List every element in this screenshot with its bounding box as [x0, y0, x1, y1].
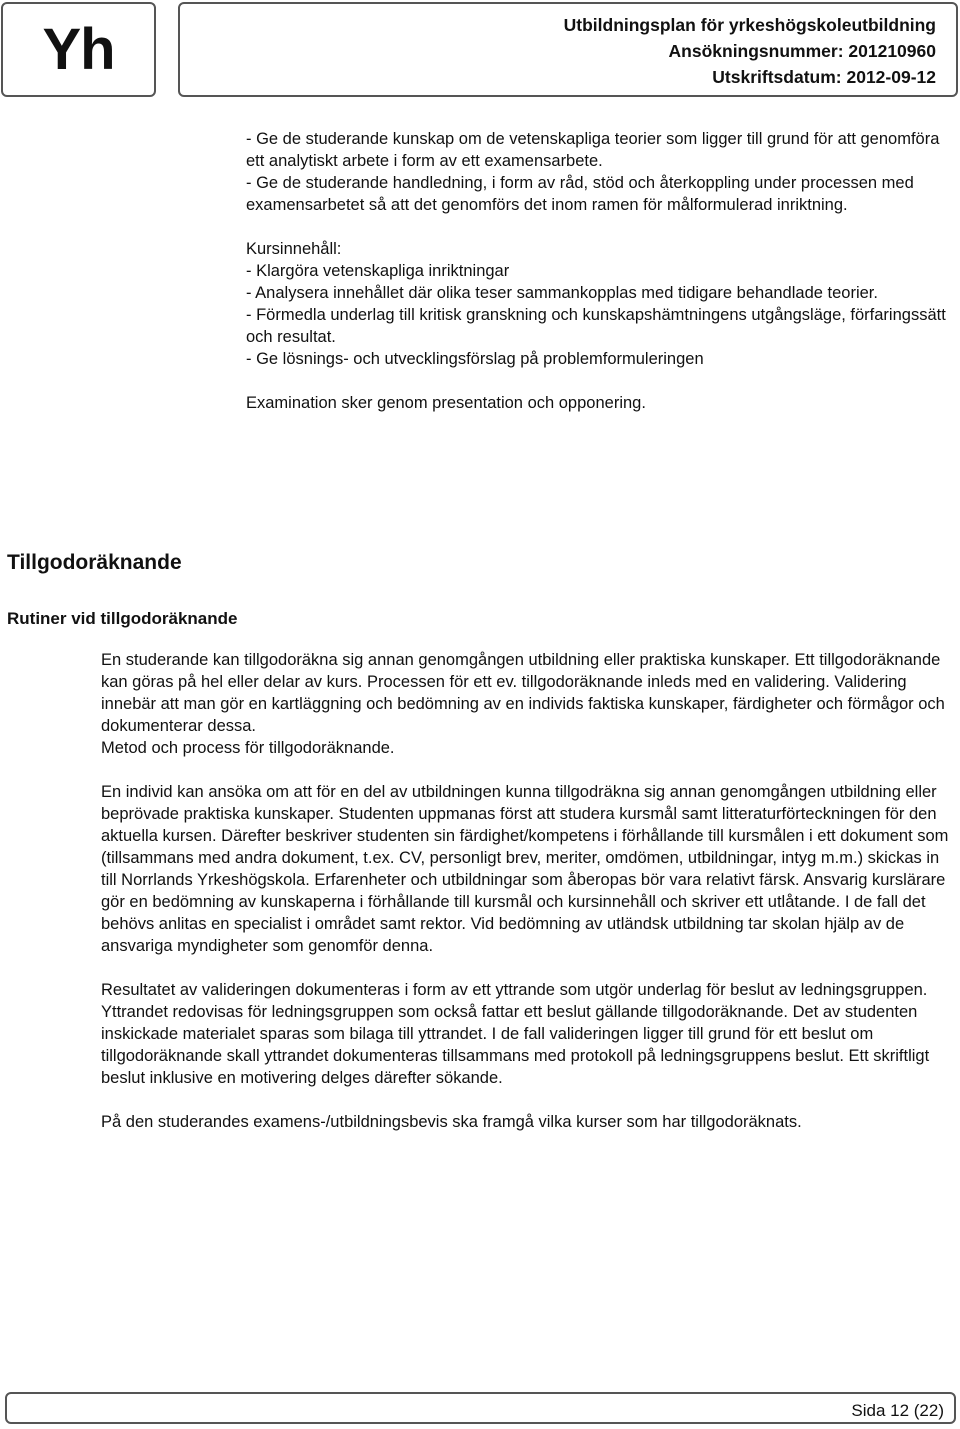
section-paragraph: Resultatet av valideringen dokumenteras i form av ett yttrande som utgör underlag för beslut av ledningsgruppen. Yttrandet redovisas för ledningsgruppen som också fattar ett beslut gällande tillgodoräknande. Det av studenten inskickade materialet sparas som bilaga till yttrandet. I de fall valideringen ligger till grund för ett beslut om tillgodoräknande skall yttrandet dokumenteras tillsammans med protokoll på ledningsgruppens beslut. Ett skriftligt beslut inklusive en motivering delges därefter sökande.: [101, 981, 930, 1087]
section-subtitle: Rutiner vid tillgodoräknande: [7, 609, 238, 628]
section-paragraph: En studerande kan tillgodoräkna sig annan genomgången utbildning eller praktiska kunskaper. Ett tillgodoräknande kan göras på hel eller delar av kurs. Processen för ett ev. tillgodoräknande inleds med en validering. Validering innebär att man gör en kartläggning och bedömning av en individs faktiska kunskaper, färdigheter och förmågor och dokumenterar dessa. Metod och process för tillgodoräknande.: [101, 651, 945, 757]
course-content-label: Kursinnehåll:: [246, 240, 342, 258]
section-paragraph: På den studerandes examens-/utbildningsbevis ska framgå vilka kurser som har tillgodoräknats.: [101, 1113, 802, 1131]
course-content-item: - Analysera innehållet där olika teser sammankopplas med tidigare behandlade teorier.: [246, 284, 878, 302]
logo-text: Yh: [42, 17, 115, 82]
yh-logo: [1, 2, 156, 97]
course-description: [246, 128, 958, 414]
course-goal: - Ge de studerande handledning, i form av råd, stöd och återkoppling under processen med examensarbetet så att det genomförs det inom ramen för målformulerad inriktning.: [246, 174, 914, 214]
print-date: Utskriftsdatum: 2012-09-12: [712, 67, 936, 87]
course-goal: - Ge de studerande kunskap om de vetenskapliga teorier som ligger till grund för att genomföra ett analytiskt arbete i form av ett examensarbete.: [246, 130, 940, 170]
page-number: Sida 12 (22): [851, 1401, 944, 1420]
course-content-item: - Förmedla underlag till kritisk granskning och kunskapshämtningens utgångsläge, förfaringssätt och resultat.: [246, 306, 946, 346]
document-header: [178, 2, 958, 97]
page-footer: [5, 1392, 956, 1424]
document-title: Utbildningsplan för yrkeshögskoleutbildning: [563, 15, 936, 35]
section-body: [101, 649, 951, 1155]
course-examination: Examination sker genom presentation och opponering.: [246, 394, 646, 412]
course-content-item: - Ge lösnings- och utvecklingsförslag på problemformuleringen: [246, 350, 704, 368]
course-content-item: - Klargöra vetenskapliga inriktningar: [246, 262, 510, 280]
section-paragraph: En individ kan ansöka om att för en del av utbildningen kunna tillgodräkna sig annan genomgången utbildning eller beprövade praktiska kunskaper. Studenten uppmanas först att studera kursmål samt litteraturförteckningen för den aktuella kursen. Därefter beskriver studenten sin färdighet/kompetens i förhållande till kursmålen i ett dokument som (tillsammans med andra dokument, t.ex. CV, personligt brev, meriter, omdömen, utbildningar, intyg m.m.) skickas in till Norrlands Yrkeshögskola. Erfarenheter och utbildningar som åberopas bör vara relativt färsk. Ansvarig kurslärare gör en bedömning av kunskaperna i förhållande till kursmål och kursinnehåll och skriver ett utlåtande. I de fall det behövs anlitas en specialist i området samt rektor. Vid bedömning av utländsk utbildning tar skolan hjälp av de ansvariga myndigheter som genomför denna.: [101, 783, 949, 955]
application-number: Ansökningsnummer: 201210960: [668, 41, 936, 61]
section-title: Tillgodoräknande: [7, 551, 182, 574]
